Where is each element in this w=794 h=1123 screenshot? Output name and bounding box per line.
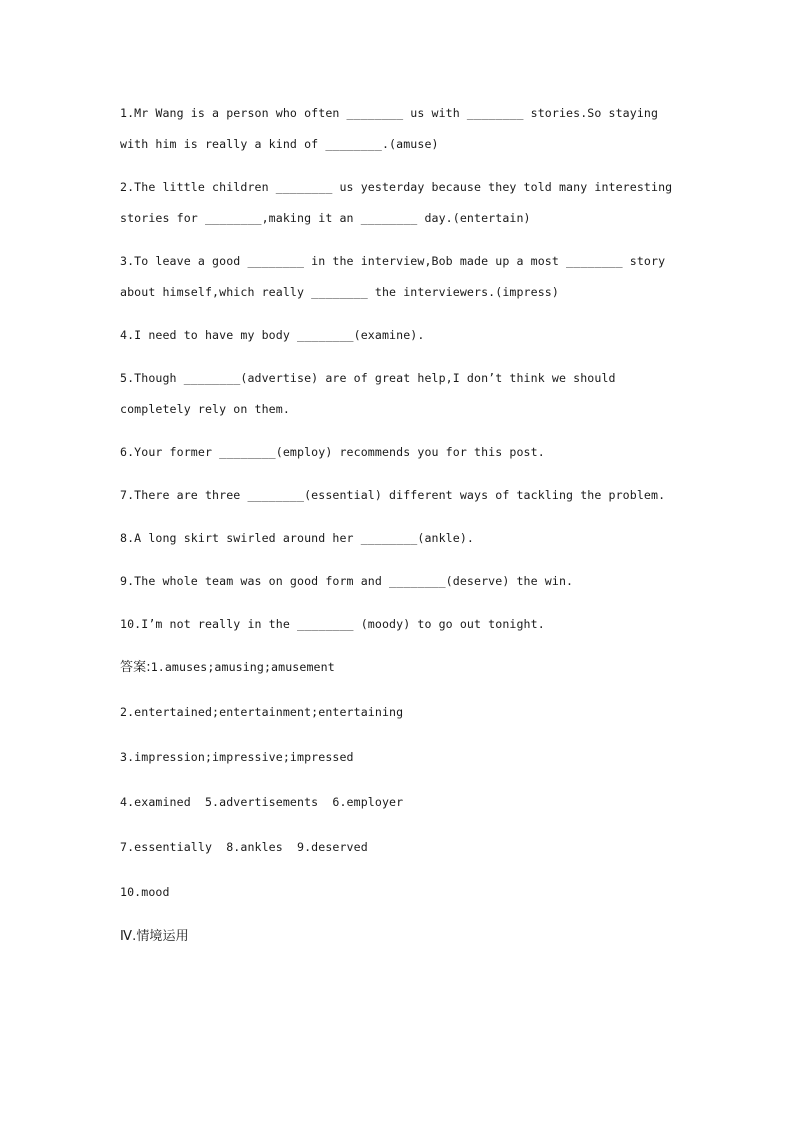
question-7-line-1: 7.There are three ________(essential) different ways of tackling the problem. [120, 488, 666, 502]
question-5-line-1: 5.Though ________(advertise) are of great help,I don’t think we should [120, 371, 616, 385]
section-heading: Ⅳ.情境运用 [120, 929, 189, 944]
question-5-line-2: completely rely on them. [120, 402, 290, 416]
exercise-content [120, 102, 680, 971]
question-1-line-1: 1.Mr Wang is a person who often ________ us with ________ stories.So staying [120, 106, 659, 120]
question-2 [120, 176, 680, 229]
answer-key [120, 656, 680, 948]
question-2-line-1: 2.The little children ________ us yesterday because they told many interesting [120, 180, 673, 194]
answer-line-3: 3.impression;impressive;impressed [120, 750, 354, 764]
question-3-line-1: 3.To leave a good ________ in the interview,Bob made up a most ________ story [120, 254, 666, 268]
question-4-line-1: 4.I need to have my body ________(examine). [120, 328, 425, 342]
question-9-line-1: 9.The whole team was on good form and ________(deserve) the win. [120, 574, 574, 588]
answer-line-2: 2.entertained;entertainment;entertaining [120, 705, 404, 719]
question-2-line-2: stories for ________,making it an ________ day.(entertain) [120, 211, 531, 225]
question-9 [120, 570, 680, 592]
question-3-line-2: about himself,which really ________ the interviewers.(impress) [120, 285, 559, 299]
answer-line-1 [120, 656, 680, 678]
question-1 [120, 102, 680, 155]
answer-line-4: 4.examined 5.advertisements 6.employer [120, 795, 404, 809]
question-3 [120, 250, 680, 303]
question-7 [120, 484, 680, 506]
question-10 [120, 613, 680, 635]
question-6-line-1: 6.Your former ________(employ) recommends you for this post. [120, 445, 545, 459]
question-8-line-1: 8.A long skirt swirled around her ________(ankle). [120, 531, 475, 545]
question-1-line-2: with him is really a kind of ________.(amuse) [120, 137, 439, 151]
answer-label: 答案: [120, 660, 151, 675]
question-4 [120, 324, 680, 346]
question-6 [120, 441, 680, 463]
answer-line-6: 10.mood [120, 885, 170, 899]
question-8 [120, 527, 680, 549]
question-10-line-1: 10.I’m not really in the ________ (moody) to go out tonight. [120, 617, 545, 631]
answer-text-1: 1.amuses;amusing;amusement [150, 660, 335, 674]
answer-line-5: 7.essentially 8.ankles 9.deserved [120, 840, 368, 854]
question-5 [120, 367, 680, 420]
